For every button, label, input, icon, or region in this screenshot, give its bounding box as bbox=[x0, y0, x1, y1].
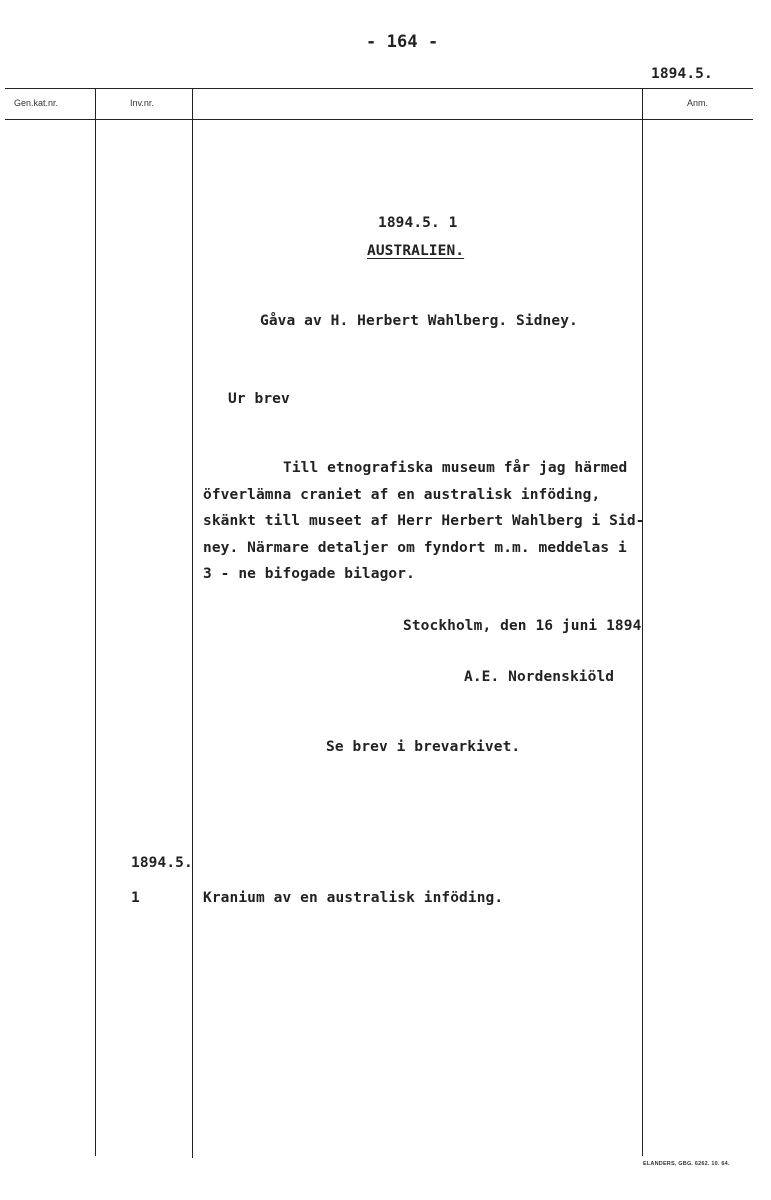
item-description: Kranium av en australisk inföding. bbox=[203, 890, 504, 906]
column-header-gen-kat-nr: Gen.kat.nr. bbox=[14, 98, 59, 108]
signature: A.E. Nordenskiöld bbox=[464, 669, 615, 685]
header-bottom-rule bbox=[5, 119, 753, 120]
letter-line: öfverlämna craniet af en australisk inföding, bbox=[203, 487, 601, 503]
printer-mark: ELANDERS, GBG. 6262. 10. 64. bbox=[643, 1161, 730, 1167]
column-divider-1 bbox=[95, 88, 96, 1156]
header-top-rule bbox=[5, 88, 753, 89]
page-number: - 164 - bbox=[366, 32, 439, 52]
item-inv-nr: 1 bbox=[131, 890, 140, 906]
accession-header: 1894.5. bbox=[651, 66, 713, 82]
letter-line: skänkt till museet af Herr Herbert Wahlberg i Sid- bbox=[203, 513, 645, 529]
column-divider-2 bbox=[192, 88, 193, 1158]
column-header-inv-nr: Inv.nr. bbox=[130, 98, 154, 108]
place-date: Stockholm, den 16 juni 1894 bbox=[403, 618, 642, 634]
archive-reference: Se brev i brevarkivet. bbox=[326, 739, 521, 755]
entry-region: AUSTRALIEN. bbox=[367, 243, 465, 259]
letter-line: ney. Närmare detaljer om fyndort m.m. meddelas i bbox=[203, 540, 627, 556]
column-header-anm: Anm. bbox=[687, 98, 709, 108]
letter-line: Till etnografiska museum får jag härmed bbox=[283, 460, 628, 476]
item-group-number: 1894.5. bbox=[131, 855, 193, 871]
entry-number: 1894.5. 1 bbox=[378, 215, 458, 231]
letter-intro: Ur brev bbox=[228, 391, 290, 407]
column-divider-3 bbox=[642, 88, 643, 1156]
letter-line: 3 - ne bifogade bilagor. bbox=[203, 566, 415, 582]
donor-line: Gåva av H. Herbert Wahlberg. Sidney. bbox=[260, 313, 578, 329]
